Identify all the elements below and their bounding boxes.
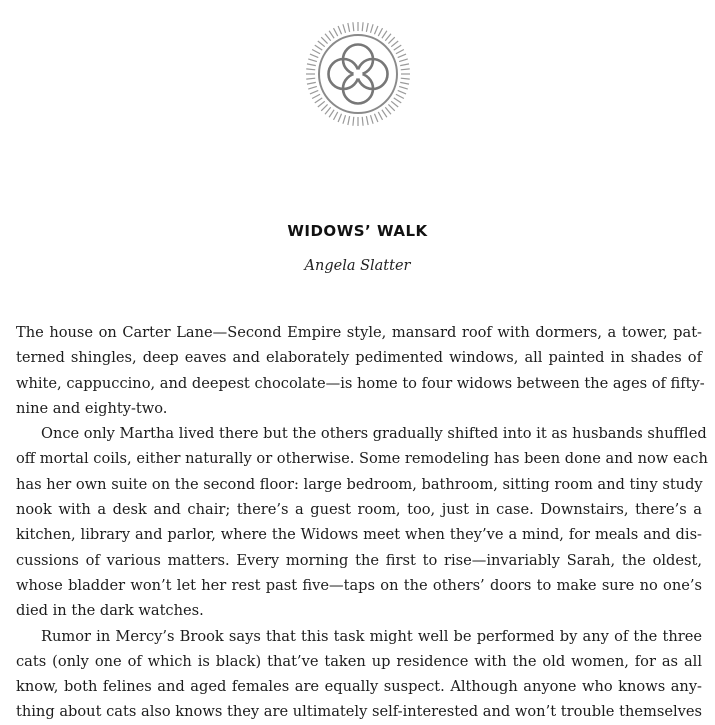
ornament-ray [312, 49, 320, 53]
paragraph-3 [16, 624, 702, 725]
ornament-ray [310, 54, 318, 57]
ornament-ray [308, 86, 317, 89]
ornament-ray [329, 31, 334, 38]
story-body [16, 320, 708, 725]
text-line: has her own suite on the second floor: large bedroom, bathroom, sitting room and tiny study [16, 475, 703, 493]
ornament-ray [353, 117, 354, 126]
text-line: died in the dark watches. [16, 602, 204, 620]
ornament-ray [318, 101, 325, 107]
text-line: thing about cats also knows they are ultimately self-interested and won’t trouble themselves [16, 703, 702, 721]
ornament-ray [307, 64, 316, 66]
ornament-ray [343, 24, 346, 33]
ornament-ray [306, 78, 315, 79]
ornament-ray [388, 37, 394, 43]
ornament-ray [394, 98, 401, 103]
ornament-ray [391, 101, 398, 107]
ornament-ray [374, 26, 377, 34]
ornament-ray [348, 116, 350, 125]
ornament-ray [306, 69, 315, 70]
text-line: off mortal coils, either naturally or otherwise. Some remodeling has been done and now each [16, 450, 708, 468]
ornament-ray [366, 23, 368, 32]
ornament-ray [370, 24, 373, 33]
ornament-ray [353, 22, 354, 31]
ornament-ray [374, 114, 377, 122]
ornament-ray [329, 110, 334, 117]
ornament-ray [385, 107, 391, 114]
ornament-emblem-icon [305, 21, 411, 127]
ornament-ray [401, 69, 410, 70]
ornament-ray [315, 45, 322, 50]
ornament-ray [325, 107, 331, 114]
ornament-ray [366, 116, 368, 125]
ornament-ray [333, 28, 337, 36]
ornament-ray [399, 86, 408, 89]
ornament-ray [378, 28, 382, 36]
ornament-ray [307, 82, 316, 84]
text-line: terned shingles, deep eaves and elaborately pedimented windows, all painted in shades of [16, 349, 702, 367]
ornament-ray [325, 34, 331, 41]
paragraph-1 [16, 320, 705, 421]
ornament-ray [400, 64, 409, 66]
ornament-ray [308, 59, 317, 62]
ornament-ray [338, 26, 341, 34]
chapter-title: WIDOWS’ WALK [287, 222, 428, 240]
text-line: nook with a desk and chair; there’s a guest room, too, just in case. Downstairs, there’s a [16, 501, 702, 519]
text-line: know, both felines and aged females are equally suspect. Although anyone who knows any- [16, 678, 702, 696]
ornament-ray [333, 112, 337, 120]
ornament-ray [399, 59, 408, 62]
ornament-ray [396, 49, 404, 53]
ornament-ray [321, 37, 327, 43]
ornament-ray [398, 90, 406, 93]
text-line: whose bladder won’t let her rest past five—taps on the others’ doors to make sure no one’s [16, 576, 702, 594]
ornament-ray [388, 104, 394, 110]
ornament-ray [400, 82, 409, 84]
author-name: Angela Slatter [304, 258, 411, 274]
text-line: Once only Martha lived there but the others gradually shifted into it as husbands shuffled [41, 425, 707, 443]
text-line: nine and eighty-two. [16, 399, 168, 417]
text-line: cussions of various matters. Every morning the first to rise—invariably Sarah, the oldest, [16, 551, 702, 569]
ornament-ray [394, 45, 401, 50]
text-line: white, cappuccino, and deepest chocolate—is home to four widows between the ages of fifty- [16, 374, 705, 392]
ornament-ray [310, 90, 318, 93]
paragraph-2 [16, 421, 708, 623]
ornament-ray [396, 94, 404, 98]
text-line: cats (only one of which is black) that’ve taken up residence with the old women, for as all [16, 652, 702, 670]
ornament-ray [362, 22, 363, 31]
text-line: Rumor in Mercy’s Brook says that this task might well be performed by any of the three [41, 627, 702, 645]
ornament-ray [385, 34, 391, 41]
text-line: The house on Carter Lane—Second Empire style, mansard roof with dormers, a tower, pat- [16, 324, 702, 341]
ornament-ray [370, 115, 373, 124]
text-line: kitchen, library and parlor, where the Widows meet when they’ve a mind, for meals and dis- [16, 526, 702, 544]
ornament-ray [401, 78, 410, 79]
ornament-ray [391, 41, 398, 47]
ornament-ray [321, 104, 327, 110]
ornament-ray [318, 41, 325, 47]
ornament-ray [343, 115, 346, 124]
ornament-ray [378, 112, 382, 120]
ornament-ray [315, 98, 322, 103]
ornament-ray [338, 114, 341, 122]
ornament-ray [312, 94, 320, 98]
ornament-ray [348, 23, 350, 32]
ornament-ray [362, 117, 363, 126]
ornament-ray [382, 110, 387, 117]
ornament-ray [398, 54, 406, 57]
ornament-ray [382, 31, 387, 38]
